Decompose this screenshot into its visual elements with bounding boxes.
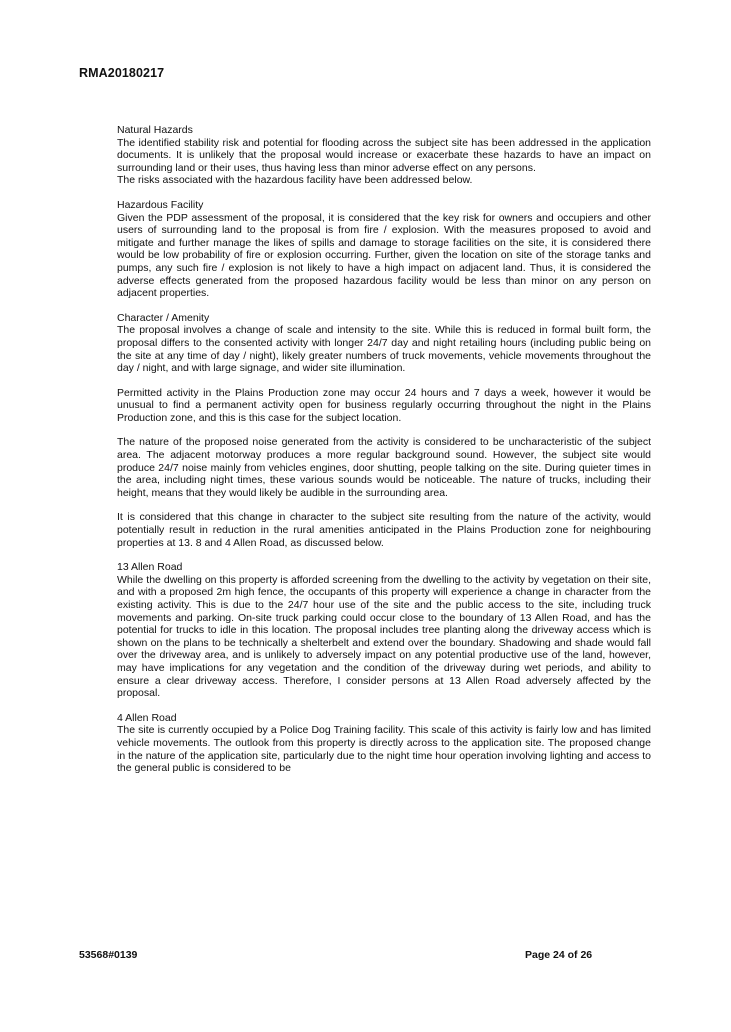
paragraph: The site is currently occupied by a Police Dog Training facility. This scale of this activity is fairly low and has limited vehicle movements. The outlook from this property is directly across to the application site. The proposed change in the nature of the application site, particularly due to the night time hour operation involving lighting and access to the general public is considered to be [117,724,651,775]
paragraph: Given the PDP assessment of the proposal, it is considered that the key risk for owners and occupiers and other users of surrounding land to the proposal is from fire / explosion. With the measures proposed to avoid and mitigate and further manage the likes of spills and damage to storage facilities on the site, it is considered there would be low probability of fire or explosion occurring. Further, given the location on site of the storage tanks and pumps, any such fire / explosion is not likely to have a high impact on adjacent land. Thus, it is considered the adverse effects generated from the proposed hazardous facility would be less than minor on any person on adjacent properties. [117,211,651,300]
paragraph: While the dwelling on this property is afforded screening from the dwelling to the activity by vegetation on their site, and with a proposed 2m high fence, the occupants of this property will experience a change in character from the existing activity. This is due to the 24/7 hour use of the site and the public access to the site, including truck movements and parking. On-site truck parking could occur close to the boundary of 13 Allen Road, and has the potential for trucks to idle in this location. The proposal includes tree planting along the driveway access which is shown on the plans to be technically a shelterbelt and extend over the boundary. Shadowing and shade would fall over the driveway area, and is unlikely to adversely impact on any potential productive use of the land, however, may have implications for any vegetation and the condition of the driveway during wet periods, and ability to ensure a clear driveway access. Therefore, I consider persons at 13 Allen Road adversely affected by the proposal. [117,573,651,700]
paragraph: The risks associated with the hazardous facility have been addressed below. [117,174,473,187]
page-number-label: Page 24 of 26 [525,949,593,961]
section-13-allen-road [117,561,651,700]
section-heading: 13 Allen Road [117,561,183,574]
paragraph: The identified stability risk and potential for flooding across the subject site has been addressed in the application documents. It is unlikely that the proposal would increase or exacerbate these hazards to have an impact on surrounding land or their uses, thus having less than minor adverse effect on any persons. [117,136,651,174]
section-character-amenity [117,312,651,550]
paragraph: The nature of the proposed noise generated from the activity is considered to be uncharacteristic of the subject area. The adjacent motorway produces a more regular background sound. However, the subject site would produce 24/7 noise mainly from vehicles engines, door shutting, people talking on the site. During quieter times in the area, including night times, these various sounds would be noticeable. The nature of trucks, including their height, means that they would likely be audible in the surrounding area. [117,436,651,499]
paragraph: It is considered that this change in character to the subject site resulting from the nature of the activity, would potentially result in reduction in the rural amenities anticipated in the Plains Production zone for neighbouring properties at 13. 8 and 4 Allen Road, as discussed below. [117,511,651,549]
footer-document-id: 53568#0139 [79,949,138,961]
section-hazardous-facility [117,199,651,300]
section-4-allen-road [117,712,651,775]
section-heading: 4 Allen Road [117,711,177,724]
paragraph: The proposal involves a change of scale and intensity to the site. While this is reduced in formal built form, the proposal differs to the consented activity with longer 24/7 day and night retailing hours (including public being on the site at any time of day / night), likely greater numbers of truck movements, vehicle movements throughout the day / night, and with large signage, and wider site illumination. [117,324,651,375]
section-natural-hazards [117,124,651,187]
document-body [117,124,651,787]
paragraph: Permitted activity in the Plains Production zone may occur 24 hours and 7 days a week, however it would be unusual to find a permanent activity open for business regularly occurring throughout the night in the Plains Production zone, and this is this case for the subject location. [117,386,651,424]
document-reference: RMA20180217 [79,66,165,80]
section-heading: Natural Hazards [117,124,193,136]
section-heading: Hazardous Facility [117,198,204,211]
section-heading: Character / Amenity [117,311,210,324]
footer-page-number [525,949,592,961]
